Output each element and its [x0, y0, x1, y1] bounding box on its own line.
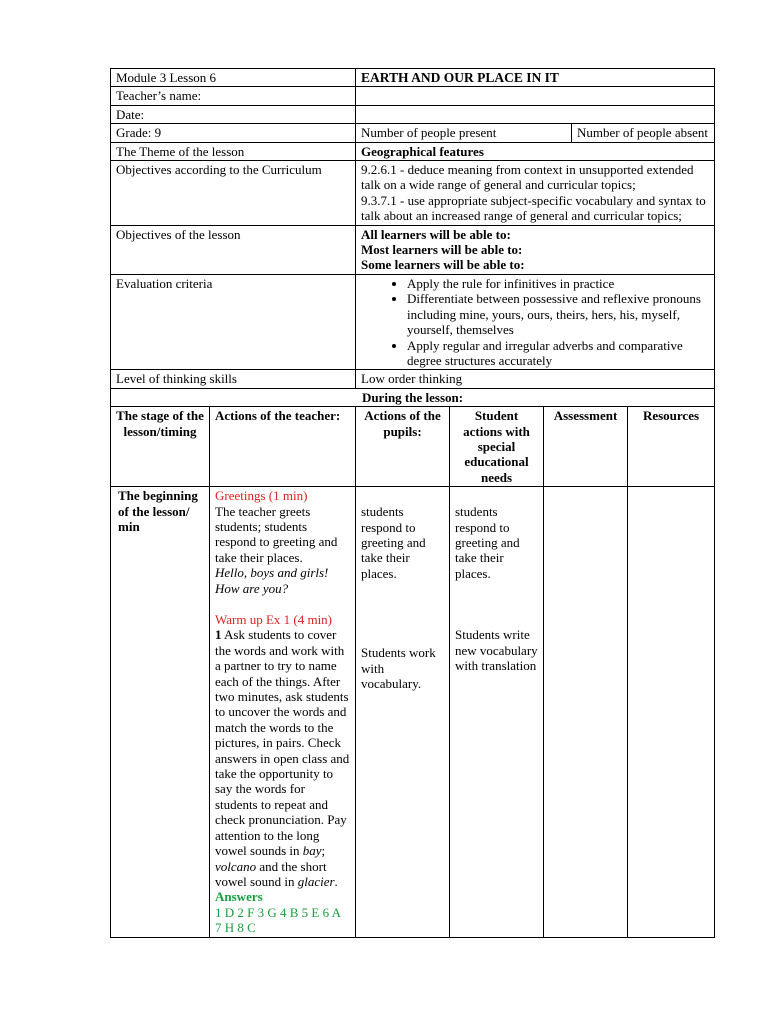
curriculum-objective: 9.3.7.1 - use appropriate subject-specific vocabulary and syntax to talk about an increased range of general and curricular topics;	[361, 192, 706, 224]
sen-vocabulary: Students write new vocabulary with translation	[455, 627, 538, 673]
warmup-instructions: 1 Ask students to cover the words and work with a partner to try to name each of the things. After two minutes, ask students to uncover the words and match the words to the pictures, in pairs. Check answers in open class and take the opportunity to say the words for students to repeat and check pronunciation. Pay attention to the long vowel sounds in bay; volcano and the short vowel sound in glacier.	[215, 627, 350, 889]
greeting-text: The teacher greets students; students respond to greeting and take their places.	[215, 503, 338, 565]
lesson-objectives-row	[111, 225, 715, 274]
answers-key: 1 D 2 F 3 G 4 B 5 E 6 A 7 H 8 C	[215, 904, 341, 936]
col-header-stage: The stage of the lesson/timing	[111, 407, 210, 487]
col-header-resources: Resources	[628, 407, 715, 487]
sen-greeting: students respond to greeting and take their places.	[455, 504, 520, 581]
resources-cell	[628, 487, 715, 937]
teacher-name-value	[356, 87, 715, 105]
greetings-heading: Greetings (1 min)	[215, 488, 308, 504]
evaluation-list	[361, 276, 709, 368]
warmup-heading: Warm up Ex 1 (4 min)	[215, 612, 333, 627]
evaluation-row	[111, 274, 715, 369]
objective-all: All learners will be able to:	[361, 226, 511, 242]
present-label: Number of people present	[356, 124, 572, 141]
col-header-sen: Student actions with special educational needs	[450, 407, 544, 487]
teacher-name-label: Teacher’s name:	[111, 87, 356, 105]
pupil-actions	[356, 487, 450, 937]
theme-label: The Theme of the lesson	[111, 142, 356, 160]
evaluation-item: • Differentiate between possessive and reflexive pronouns including mine, yours, ours, theirs, hers, his, myself, yourself, themselves	[407, 291, 709, 337]
answers-label: Answers	[215, 889, 263, 905]
objective-some: Some learners will be able to:	[361, 257, 525, 273]
objective-most: Most learners will be able to:	[361, 242, 523, 258]
stage-name: The beginning of the lesson/ min	[111, 487, 210, 937]
thinking-row	[111, 370, 715, 388]
column-header-row	[111, 407, 715, 487]
teacher-actions	[210, 487, 356, 937]
date-value	[356, 105, 715, 123]
greeting-phrase: Hello, boys and girls! How are you?	[215, 565, 329, 596]
date-label: Date:	[111, 105, 356, 123]
col-header-teacher: Actions of the teacher:	[210, 407, 356, 487]
curriculum-row	[111, 161, 715, 226]
date-row	[111, 105, 715, 123]
curriculum-label: Objectives according to the Curriculum	[111, 161, 356, 226]
assessment-cell	[544, 487, 628, 937]
lesson-title: EARTH AND OUR PLACE IN IT	[356, 69, 715, 87]
warmup-number: 1	[215, 627, 222, 643]
header-row	[111, 69, 715, 87]
col-header-pupils: Actions of the pupils:	[356, 407, 450, 487]
during-lesson-heading: During the lesson:	[111, 388, 715, 406]
teacher-row	[111, 87, 715, 105]
during-row	[111, 388, 715, 406]
module-lesson-cell: Module 3 Lesson 6	[111, 69, 356, 87]
thinking-label: Level of thinking skills	[111, 370, 356, 388]
curriculum-objective: 9.2.6.1 - deduce meaning from context in unsupported extended talk on a wide range of general and curricular topics;	[361, 162, 694, 193]
sen-actions	[450, 487, 544, 937]
evaluation-item: • Apply the rule for infinitives in practice	[407, 276, 709, 291]
thinking-value: Low order thinking	[356, 370, 715, 388]
lesson-plan-table	[110, 68, 715, 938]
evaluation-item: • Apply regular and irregular adverbs and comparative degree structures accurately	[407, 338, 709, 369]
pupils-greeting: students respond to greeting and take their places.	[361, 504, 426, 581]
evaluation-label: Evaluation criteria	[111, 274, 356, 369]
lesson-objectives-label: Objectives of the lesson	[111, 225, 356, 274]
grade-row	[111, 124, 715, 142]
col-header-assessment: Assessment	[544, 407, 628, 487]
theme-value: Geographical features	[356, 142, 715, 160]
beginning-stage-row	[111, 487, 715, 937]
theme-row	[111, 142, 715, 160]
absent-label: Number of people absent	[577, 125, 709, 141]
grade-label: Grade: 9	[111, 124, 356, 142]
pupils-vocabulary: Students work with vocabulary.	[361, 645, 436, 691]
